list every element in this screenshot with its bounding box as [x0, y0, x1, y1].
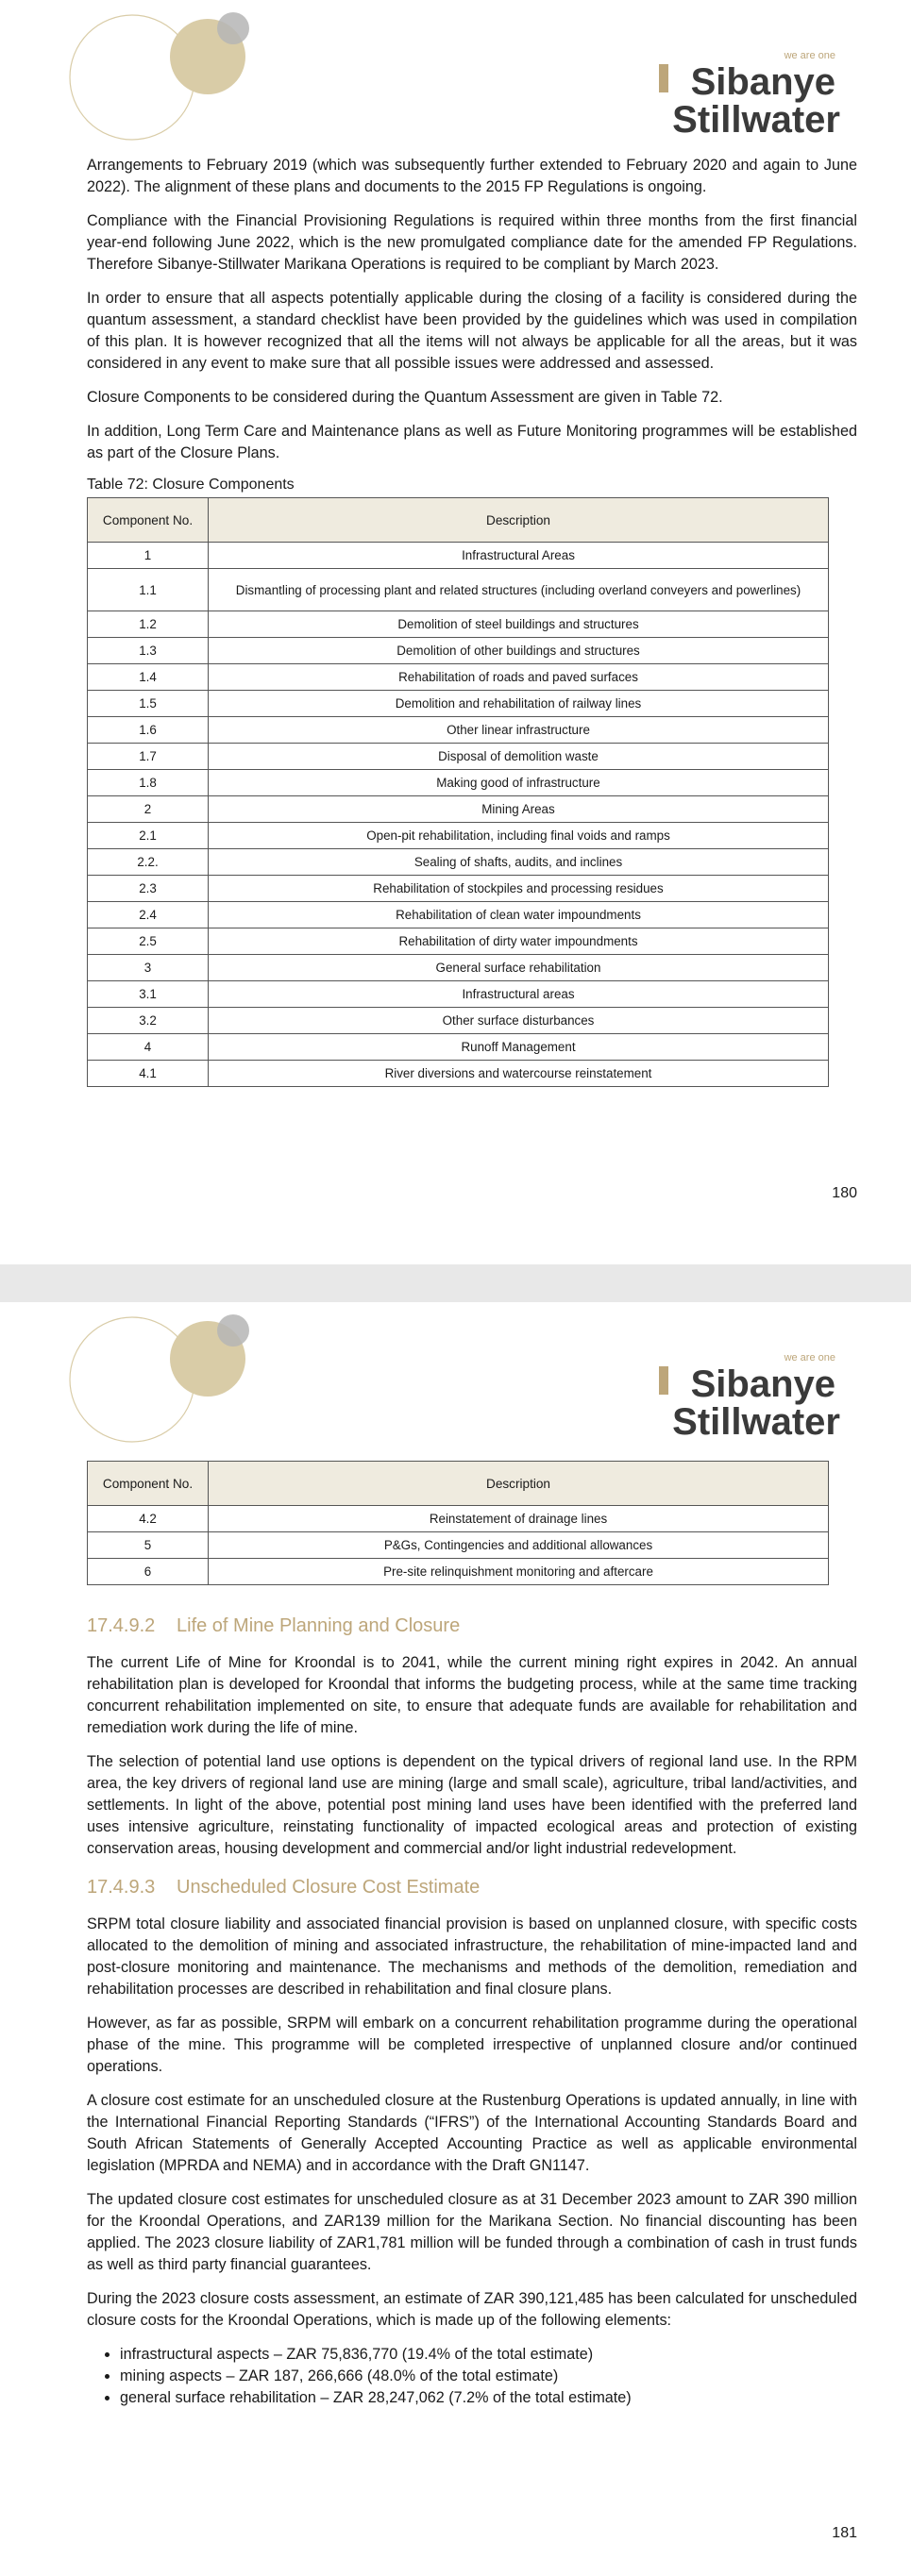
table-row: [88, 1506, 829, 1532]
table-row: [88, 770, 829, 796]
logo-name-line1: Sibanye: [690, 61, 835, 103]
table-row: [88, 569, 829, 611]
table-row: [88, 955, 829, 981]
company-logo: [642, 1340, 859, 1444]
paragraph: The selection of potential land use options is dependent on the typical drivers of regional land use. In the RPM area, the key drivers of regional land use are mining (large and small scale), agriculture, tribal land/activities, and settlements. In light of the above, potential post mining land uses have been identified with the preferred land uses intensive agriculture, reinstating functionality of impacted ecological areas and protection of existing conservation areas, housing development and commercial and/or light industrial redevelopment.: [87, 1753, 857, 1857]
component-description-cell: Rehabilitation of stockpiles and processing residues: [209, 876, 829, 902]
paragraph: Closure Components to be considered during the Quantum Assessment are given in Table 72.: [87, 389, 723, 406]
component-description-cell: Pre-site relinquishment monitoring and aftercare: [209, 1559, 829, 1585]
component-number-cell: 1.5: [88, 691, 209, 717]
component-number-cell: 2.2.: [88, 849, 209, 876]
component-number-cell: 1.6: [88, 717, 209, 744]
closure-components-table-continued: [87, 1461, 829, 1585]
component-number-cell: 3: [88, 955, 209, 981]
component-number-cell: 1.1: [88, 569, 209, 611]
page2-body: [87, 1461, 857, 2409]
component-description-cell: Demolition of other buildings and structures: [209, 638, 829, 664]
section-title: Life of Mine Planning and Closure: [177, 1615, 461, 1636]
component-number-cell: 1.2: [88, 611, 209, 638]
component-description-cell: Disposal of demolition waste: [209, 744, 829, 770]
paragraph: Arrangements to February 2019 (which was subsequently further extended to February 2020 and again to June 2022). The alignment of these plans and documents to the 2015 FP Regulations is ongoing.: [87, 157, 857, 195]
paragraph: The current Life of Mine for Kroondal is to 2041, while the current mining right expires in 2042. An annual rehabilitation plan is developed for Kroondal that informs the budgeting process, while at the same time tracking concurrent rehabilitation implemented on site, to ensure that adequate funds are available for rehabilitation and remediation work during the life of mine.: [87, 1654, 857, 1736]
decorative-circles: [57, 1313, 264, 1455]
component-description-cell: Runoff Management: [209, 1034, 829, 1061]
table-header: Description: [209, 1462, 829, 1506]
component-description-cell: Demolition of steel buildings and structures: [209, 611, 829, 638]
paragraph: A closure cost estimate for an unscheduled closure at the Rustenburg Operations is updated annually, in line with the International Financial Reporting Standards (“IFRS”) of the International Accounting Standards Board and South African Statements of Generally Accepted Accounting Practice as well as applicable environmental legislation (MPRDA and NEMA) and in accordance with the Draft GN1147.: [87, 2092, 857, 2174]
logo-tagline: we are one: [784, 50, 835, 61]
component-description-cell: River diversions and watercourse reinstatement: [209, 1061, 829, 1087]
table-row: [88, 744, 829, 770]
component-number-cell: 1.3: [88, 638, 209, 664]
component-description-cell: Dismantling of processing plant and related structures (including overland conveyers and powerlines): [209, 569, 829, 611]
component-number-cell: 1.8: [88, 770, 209, 796]
closure-components-table: [87, 497, 829, 1087]
list-item: • general surface rehabilitation – ZAR 28,247,062 (7.2% of the total estimate): [120, 2387, 857, 2409]
component-description-cell: Other surface disturbances: [209, 1008, 829, 1034]
paragraph: SRPM total closure liability and associated financial provision is based on unplanned closure, with specific costs allocated to the demolition of mining and associated infrastructure, the rehabilitation of mine-impacted land and post-closure monitoring and maintenance. The mechanisms and methods of the demolition, remediation and rehabilitation processes are described in rehabilitation and final closure plans.: [87, 1915, 857, 1998]
component-description-cell: Rehabilitation of dirty water impoundments: [209, 928, 829, 955]
component-number-cell: 4: [88, 1034, 209, 1061]
component-description-cell: Other linear infrastructure: [209, 717, 829, 744]
table-row: [88, 796, 829, 823]
table-row: [88, 611, 829, 638]
table-row: [88, 981, 829, 1008]
table-row: [88, 928, 829, 955]
component-description-cell: General surface rehabilitation: [209, 955, 829, 981]
table-row: [88, 543, 829, 569]
table-row: [88, 717, 829, 744]
paragraph: Compliance with the Financial Provisioning Regulations is required within three months from the first financial year-end following June 2022, which is the new promulgated compliance date for the amended FP Regulations. Therefore Sibanye-Stillwater Marikana Operations is required to be compliant by March 2023.: [87, 212, 857, 273]
component-number-cell: 2: [88, 796, 209, 823]
company-logo: [642, 38, 859, 142]
table-caption: Table 72: Closure Components: [87, 477, 295, 493]
list-item: • mining aspects – ZAR 187, 266,666 (48.0% of the total estimate): [120, 2366, 857, 2387]
component-description-cell: Sealing of shafts, audits, and inclines: [209, 849, 829, 876]
section-heading-unscheduled-closure: [87, 1877, 857, 1899]
component-description-cell: Reinstatement of drainage lines: [209, 1506, 829, 1532]
component-number-cell: 2.3: [88, 876, 209, 902]
table-row: [88, 1034, 829, 1061]
table-row: [88, 1559, 829, 1585]
table-header: Component No.: [88, 498, 209, 543]
component-number-cell: 5: [88, 1532, 209, 1559]
table-row: [88, 691, 829, 717]
page1-body: [87, 155, 857, 1087]
table-row: [88, 664, 829, 691]
page-number: 180: [832, 1185, 857, 1201]
component-description-cell: Rehabilitation of clean water impoundments: [209, 902, 829, 928]
section-title: Unscheduled Closure Cost Estimate: [177, 1877, 481, 1898]
page-number: 181: [832, 2525, 857, 2541]
component-number-cell: 1.7: [88, 744, 209, 770]
table-row: [88, 823, 829, 849]
component-number-cell: 2.1: [88, 823, 209, 849]
component-description-cell: Rehabilitation of roads and paved surfaces: [209, 664, 829, 691]
table-row: [88, 902, 829, 928]
table-row: [88, 1061, 829, 1087]
logo-name-line1: Sibanye: [690, 1363, 835, 1405]
paragraph: During the 2023 closure costs assessment, an estimate of ZAR 390,121,485 has been calculated for unscheduled closure costs for the Kroondal Operations, which is made up of the following elements:: [87, 2290, 857, 2329]
cost-elements-list: [87, 2344, 857, 2409]
component-number-cell: 3.2: [88, 1008, 209, 1034]
paragraph: The updated closure cost estimates for unscheduled closure as at 31 December 2023 amount to ZAR 390 million for the Kroondal Operations, and ZAR139 million for the Marikana Section. No financial discounting has been applied. The 2023 closure liability of ZAR1,781 million will be funded through a combination of cash in trust funds as well as third party financial guarantees.: [87, 2191, 857, 2273]
table-header: Component No.: [88, 1462, 209, 1506]
component-description-cell: Making good of infrastructure: [209, 770, 829, 796]
table-row: [88, 638, 829, 664]
component-number-cell: 2.5: [88, 928, 209, 955]
list-item: • infrastructural aspects – ZAR 75,836,770 (19.4% of the total estimate): [120, 2344, 857, 2366]
table-header: Description: [209, 498, 829, 543]
section-heading-life-of-mine: [87, 1615, 857, 1637]
logo-tagline: we are one: [784, 1352, 835, 1363]
component-number-cell: 1: [88, 543, 209, 569]
section-number: 17.4.9.2: [87, 1615, 156, 1636]
table-row: [88, 849, 829, 876]
paragraph: In order to ensure that all aspects potentially applicable during the closing of a facility is considered during the quantum assessment, a standard checklist have been provided by the guidelines which was used in compilation of this plan. It is however recognized that all the items will not always be applicable for all the areas, but it was considered in any event to make sure that all possible issues were addressed and assessed.: [87, 290, 857, 372]
component-description-cell: Infrastructural areas: [209, 981, 829, 1008]
component-number-cell: 2.4: [88, 902, 209, 928]
logo-name-line2: Stillwater: [672, 99, 840, 141]
decorative-circles: [57, 11, 264, 153]
component-number-cell: 6: [88, 1559, 209, 1585]
component-number-cell: 4.2: [88, 1506, 209, 1532]
component-description-cell: P&Gs, Contingencies and additional allowances: [209, 1532, 829, 1559]
table-row: [88, 1532, 829, 1559]
logo-name-line2: Stillwater: [672, 1401, 840, 1443]
document-page-180: [0, 0, 911, 1264]
section-number: 17.4.9.3: [87, 1877, 156, 1898]
table-row: [88, 1008, 829, 1034]
component-number-cell: 1.4: [88, 664, 209, 691]
document-page-181: [0, 1302, 911, 2576]
component-description-cell: Demolition and rehabilitation of railway lines: [209, 691, 829, 717]
paragraph: However, as far as possible, SRPM will embark on a concurrent rehabilitation programme during the operational phase of the mine. This programme will be completed irrespective of unplanned closure and/or continued operations.: [87, 2015, 857, 2075]
component-number-cell: 3.1: [88, 981, 209, 1008]
component-description-cell: Open-pit rehabilitation, including final voids and ramps: [209, 823, 829, 849]
component-description-cell: Mining Areas: [209, 796, 829, 823]
table-row: [88, 876, 829, 902]
component-number-cell: 4.1: [88, 1061, 209, 1087]
component-description-cell: Infrastructural Areas: [209, 543, 829, 569]
paragraph: In addition, Long Term Care and Maintenance plans as well as Future Monitoring programmes will be established as part of the Closure Plans.: [87, 423, 857, 461]
